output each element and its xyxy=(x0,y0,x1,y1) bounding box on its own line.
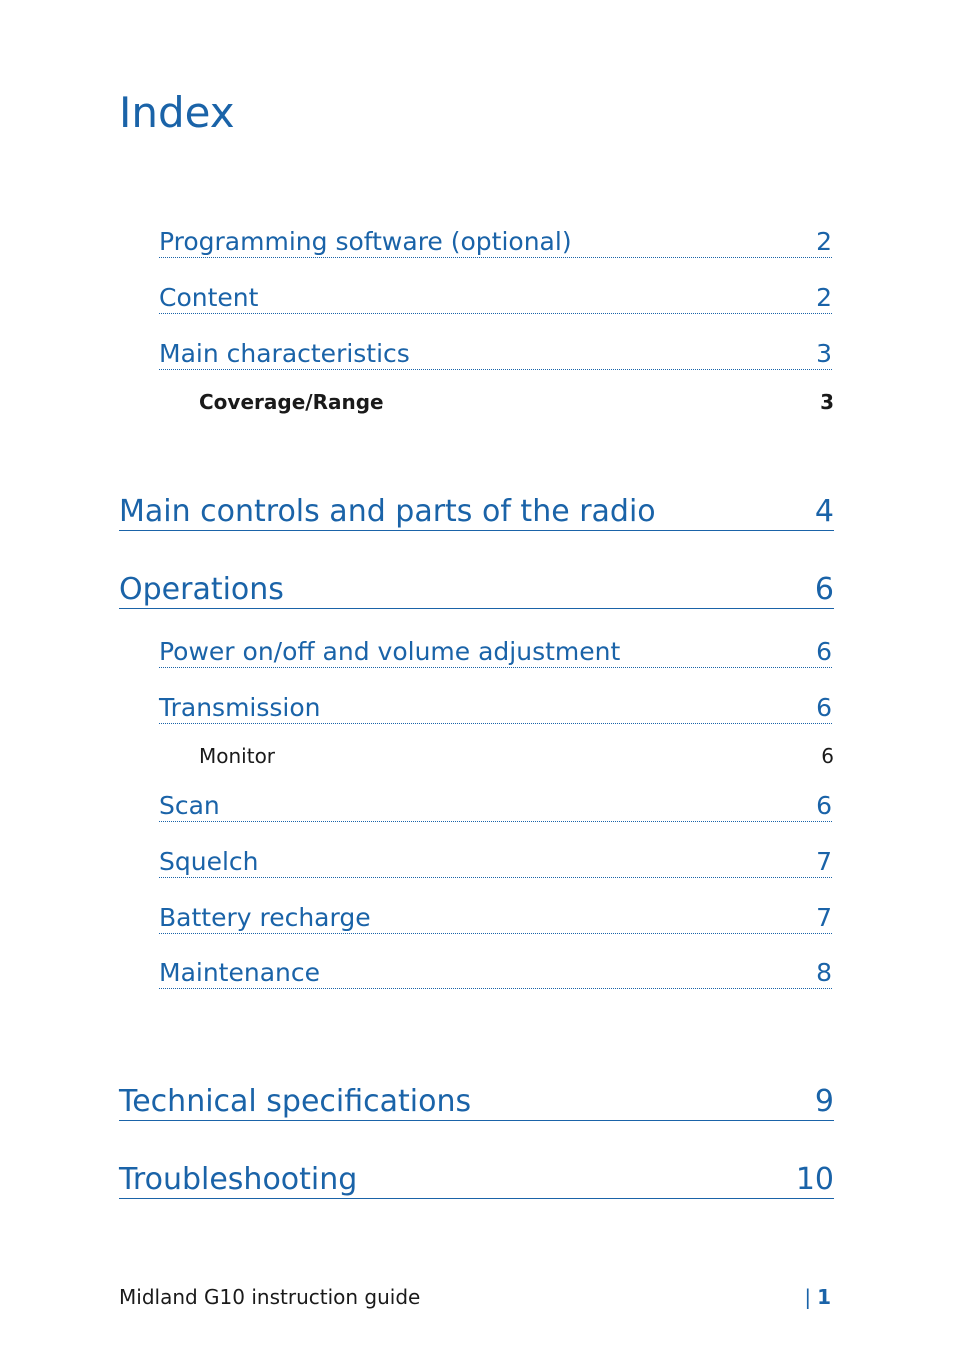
toc-entry-page: 4 xyxy=(814,494,834,529)
toc-entry-squelch[interactable] xyxy=(159,846,832,878)
toc-entry-page: 6 xyxy=(816,637,832,666)
toc-entry-page: 2 xyxy=(816,227,832,256)
toc-entry-label: Operations xyxy=(119,572,284,607)
toc-entry-label: Battery recharge xyxy=(159,903,371,932)
toc-entry-label: Monitor xyxy=(199,744,276,768)
footer-page-indicator xyxy=(804,1284,831,1310)
toc-entry-label: Content xyxy=(159,283,259,312)
toc-entry-label: Troubleshooting xyxy=(119,1162,358,1197)
footer-separator: | xyxy=(804,1285,812,1309)
toc-entry-label: Squelch xyxy=(159,847,259,876)
toc-entry-label: Maintenance xyxy=(159,958,320,987)
toc-entry-label: Technical specifications xyxy=(119,1084,472,1119)
toc-entry-programming-software[interactable] xyxy=(159,226,832,258)
toc-entry-page: 8 xyxy=(816,958,832,987)
toc-entry-page: 7 xyxy=(816,847,832,876)
toc-entry-scan[interactable] xyxy=(159,790,832,822)
footer-guide-title: Midland G10 instruction guide xyxy=(119,1285,421,1309)
toc-entry-monitor[interactable] xyxy=(199,744,834,768)
toc-entry-label: Main controls and parts of the radio xyxy=(119,494,656,529)
toc-entry-page: 3 xyxy=(816,339,832,368)
page-footer xyxy=(119,1284,831,1310)
toc-entry-page: 6 xyxy=(821,744,834,768)
toc-entry-page: 3 xyxy=(820,390,834,414)
toc-entry-content[interactable] xyxy=(159,282,832,314)
toc-entry-operations[interactable] xyxy=(119,572,834,609)
toc-entry-label: Main characteristics xyxy=(159,339,410,368)
toc-entry-page: 2 xyxy=(816,283,832,312)
toc-entry-main-characteristics[interactable] xyxy=(159,338,832,370)
toc-entry-battery-recharge[interactable] xyxy=(159,902,832,934)
toc-entry-technical-specifications[interactable] xyxy=(119,1084,834,1121)
toc-entry-page: 10 xyxy=(795,1162,834,1197)
toc-entry-power-volume[interactable] xyxy=(159,636,832,668)
toc-entry-label: Power on/off and volume adjustment xyxy=(159,637,621,666)
toc-entry-label: Programming software (optional) xyxy=(159,227,572,256)
footer-page-number: 1 xyxy=(817,1285,831,1309)
toc-entry-coverage-range[interactable] xyxy=(199,390,834,414)
toc-entry-troubleshooting[interactable] xyxy=(119,1162,834,1199)
toc-entry-page: 6 xyxy=(816,693,832,722)
toc-entry-page: 6 xyxy=(814,572,834,607)
toc-entry-label: Transmission xyxy=(159,693,321,722)
page-title: Index xyxy=(119,88,235,137)
toc-entry-maintenance[interactable] xyxy=(159,957,832,989)
toc-entry-page: 9 xyxy=(814,1084,834,1119)
toc-entry-transmission[interactable] xyxy=(159,692,832,724)
toc-entry-label: Coverage/Range xyxy=(199,390,384,414)
toc-entry-page: 6 xyxy=(816,791,832,820)
toc-entry-label: Scan xyxy=(159,791,220,820)
toc-entry-page: 7 xyxy=(816,903,832,932)
toc-entry-main-controls[interactable] xyxy=(119,494,834,531)
